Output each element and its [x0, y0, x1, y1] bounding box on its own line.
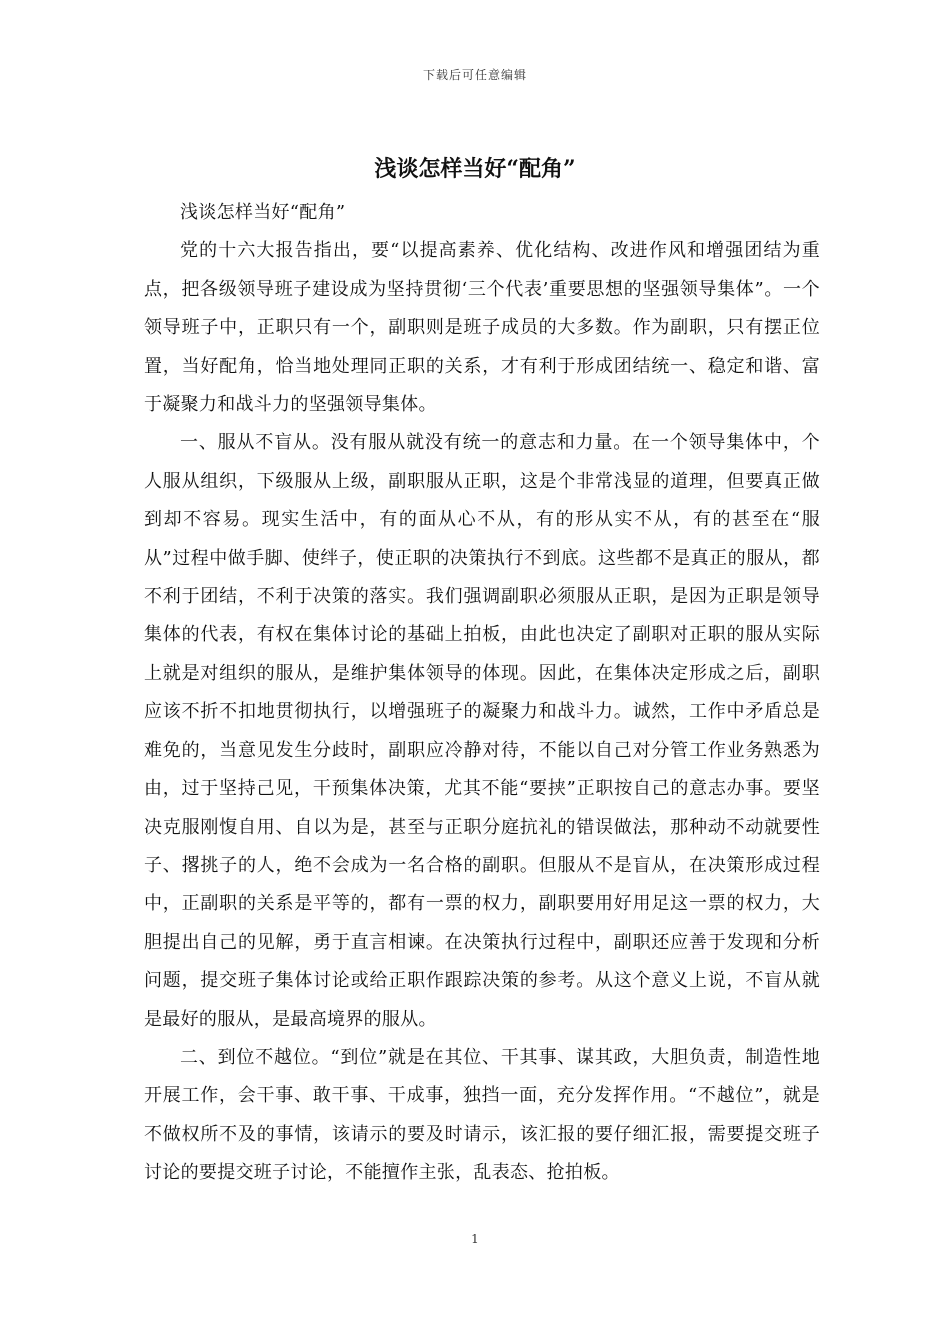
document-title: 浅谈怎样当好“配角”	[374, 156, 576, 182]
document-body	[144, 194, 820, 1193]
header-note: 下载后可任意编辑	[422, 68, 527, 82]
page-number: 1	[471, 1232, 479, 1246]
paragraph-section-1: 一、服从不盲从。没有服从就没有统一的意志和力量。在一个领导集体中，个人服从组织，下级服从上级，副职服从正职，这是个非常浅显的道理，但要真正做到却不容易。现实生活中，有的面从心不从，有的形从实不从，有的甚至在“服从”过程中做手脚、使绊子，使正职的决策执行不到底。这些都不是真正的服从，都不利于团结，不利于决策的落实。我们强调副职必须服从正职，是因为正职是领导集体的代表，有权在集体讨论的基础上拍板，由此也决定了副职对正职的服从实际上就是对组织的服从，是维护集体领导的体现。因此，在集体决定形成之后，副职应该不折不扣地贯彻执行，以增强班子的凝聚力和战斗力。诚然，工作中矛盾总是难免的，当意见发生分歧时，副职应冷静对待，不能以自己对分管工作业务熟悉为由，过于坚持己见，干预集体决策，尤其不能“要挟”正职按自己的意志办事。要坚决克服刚愎自用、自以为是，甚至与正职分庭抗礼的错误做法，那种动不动就要性子、撂挑子的人，绝不会成为一名合格的副职。但服从不是盲从，在决策形成过程中，正副职的关系是平等的，都有一票的权力，副职要用好用足这一票的权力，大胆提出自己的见解，勇于直言相谏。在决策执行过程中，副职还应善于发现和分析问题，提交班子集体讨论或给正职作跟踪决策的参考。从这个意义上说，不盲从就是最好的服从，是最高境界的服从。	[144, 432, 820, 1030]
paragraph-intro: 党的十六大报告指出，要“以提高素养、优化结构、改进作风和增强团结为重点，把各级领导班子建设成为坚持贯彻‘三个代表’重要思想的坚强领导集体”。一个领导班子中，正职只有一个，副职则是班子成员的大多数。作为副职，只有摆正位置，当好配角，恰当地处理同正职的关系，才有利于形成团结统一、稳定和谐、富于凝聚力和战斗力的坚强领导集体。	[144, 240, 820, 416]
paragraph-subtitle: 浅谈怎样当好“配角”	[180, 202, 346, 223]
paragraph-section-2: 二、到位不越位。“到位”就是在其位、干其事、谋其政，大胆负责，制造性地开展工作，会干事、敢干事、干成事，独挡一面，充分发挥作用。“不越位”，就是不做权所不及的事情，该请示的要及时请示，该汇报的要仔细汇报，需要提交班子讨论的要提交班子讨论，不能擅作主张，乱表态、抢拍板。	[144, 1046, 820, 1184]
